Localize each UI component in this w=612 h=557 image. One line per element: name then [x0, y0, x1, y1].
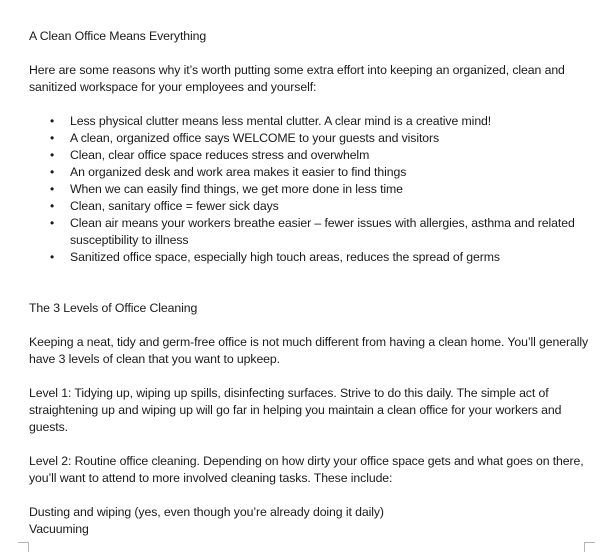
bullet-item: [50, 249, 595, 266]
bullet-text: Sanitized office space, especially high touch areas, reduces the spread of germs: [70, 250, 500, 264]
bullet-text: When we can easily find things, we get more done in less time: [70, 182, 403, 196]
bullet-text: Clean air means your workers breathe easier – fewer issues with allergies, asthma and related susceptibility to illness: [70, 216, 575, 247]
bullet-icon: •: [50, 148, 55, 162]
reasons-bullet-list: [29, 113, 595, 266]
blank-line: [29, 283, 595, 300]
blank-line: [29, 368, 595, 385]
bullet-text: Clean, sanitary office = fewer sick days: [70, 199, 279, 213]
blank-line: [29, 436, 595, 453]
bullet-item: [50, 181, 595, 198]
bullet-text: Clean, clear office space reduces stress and overwhelm: [70, 148, 370, 162]
blank-line: [29, 317, 595, 334]
task-line: Vacuuming: [29, 522, 89, 536]
blank-line: [29, 487, 595, 504]
bullet-item: [50, 215, 595, 249]
bullet-text: Less physical clutter means less mental clutter. A clear mind is a creative mind!: [70, 114, 492, 128]
blank-line: [29, 45, 595, 62]
bullet-item: [50, 113, 595, 130]
section-intro-paragraph: Keeping a neat, tidy and germ-free office is not much different from having a clean home. You’ll generally have 3 levels of clean that you want to upkeep.: [29, 335, 589, 366]
bullet-item: [50, 130, 595, 147]
bullet-item: [50, 147, 595, 164]
bullet-icon: •: [50, 165, 55, 179]
intro-paragraph: Here are some reasons why it’s worth putting some extra effort into keeping an organized, clean and sanitized workspace for your employees and yourself:: [29, 63, 565, 94]
blank-line: [29, 266, 595, 283]
bullet-text: A clean, organized office says WELCOME to your guests and visitors: [70, 131, 440, 145]
bullet-item: [50, 198, 595, 215]
bullet-icon: •: [50, 131, 55, 145]
bullet-icon: •: [50, 216, 55, 230]
bullet-text: An organized desk and work area makes it easier to find things: [70, 165, 407, 179]
bullet-item: [50, 164, 595, 181]
level-2-paragraph: Level 2: Routine office cleaning. Depending on how dirty your office space gets and what goes on there, you’ll want to attend to more involved cleaning tasks. These include:: [29, 454, 584, 485]
page-corner-mark-right: [584, 542, 595, 552]
bullet-icon: •: [50, 199, 55, 213]
bullet-icon: •: [50, 114, 55, 128]
section-heading: The 3 Levels of Office Cleaning: [29, 301, 198, 315]
task-line: Dusting and wiping (yes, even though you’re already doing it daily): [29, 505, 384, 519]
level-1-paragraph: Level 1: Tidying up, wiping up spills, disinfecting surfaces. Strive to do this daily. The simple act of straightening up and wiping up will go far in helping you maintain a clean office for your workers and guests.: [29, 386, 562, 434]
bullet-icon: •: [50, 250, 55, 264]
page-corner-mark-left: [18, 542, 29, 552]
blank-line: [29, 96, 595, 113]
document-body[interactable]: [29, 28, 595, 538]
bullet-icon: •: [50, 182, 55, 196]
document-title: A Clean Office Means Everything: [29, 29, 207, 43]
